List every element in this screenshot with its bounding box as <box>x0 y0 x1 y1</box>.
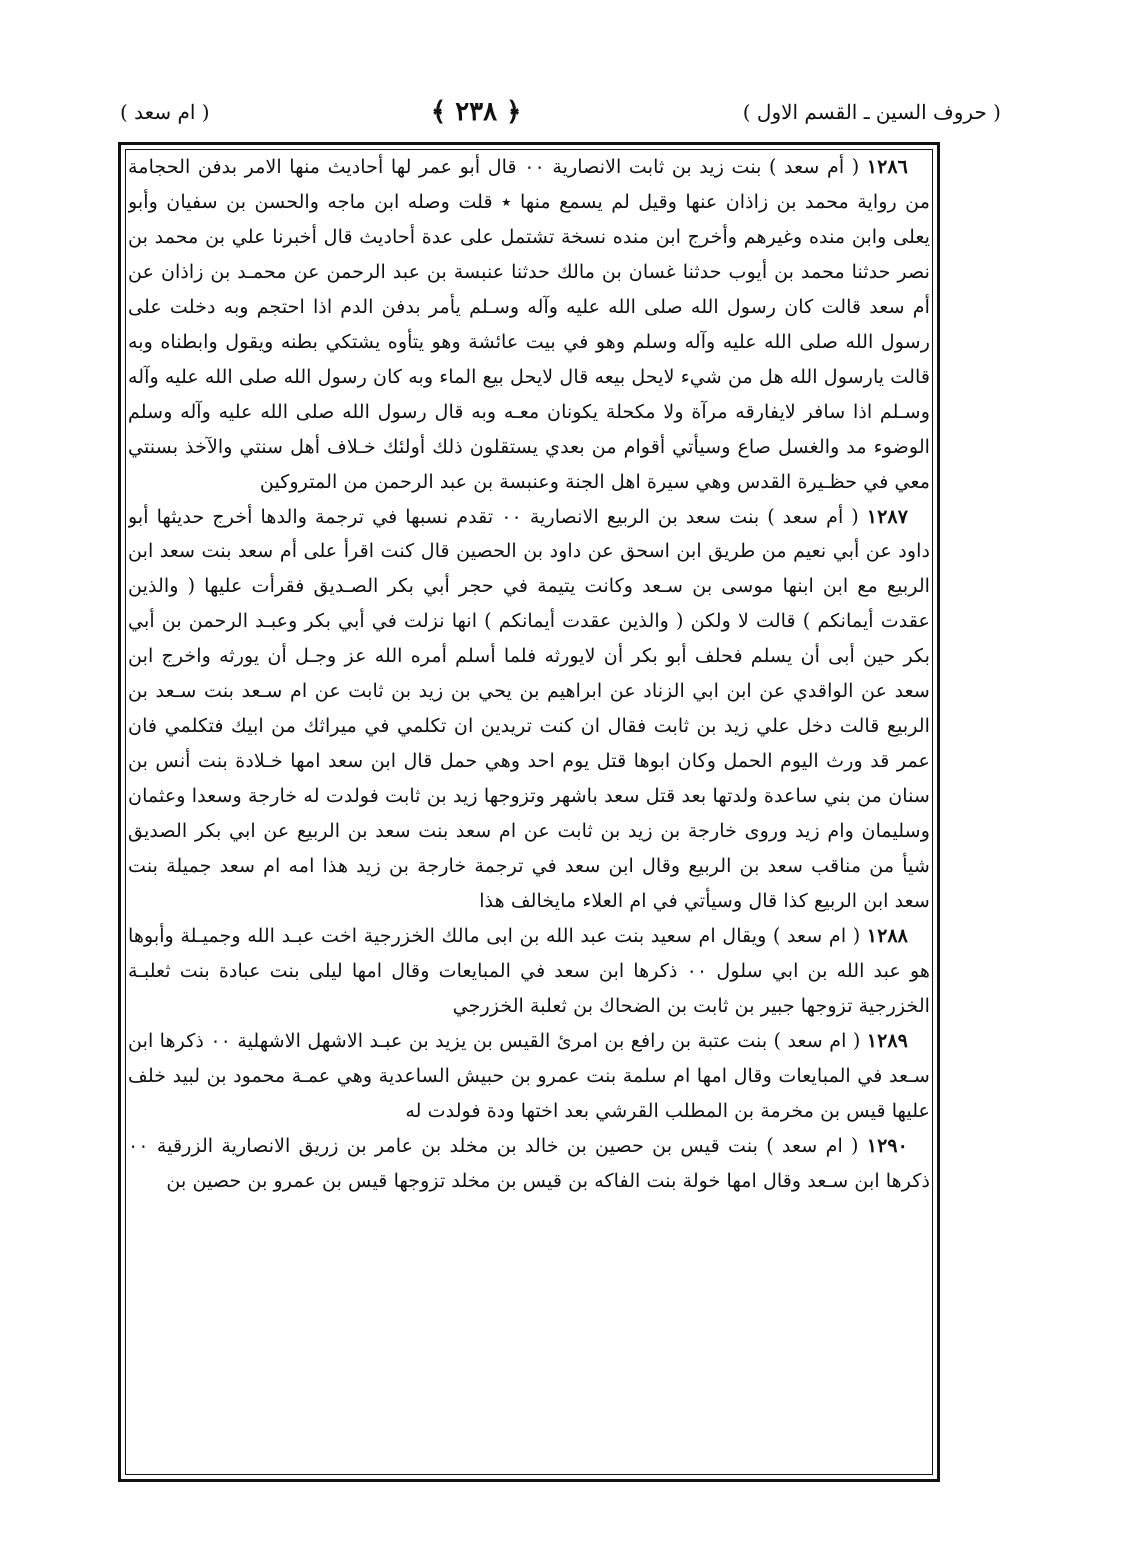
entry-number: ١٢٨٨ <box>866 923 908 947</box>
entry-text: ( ام سعد ) بنت عتبة بن رافع بن امرئ القيس بن يزيد بن عبـد الاشهل الاشهلية ٠٠ ذكرها ابن سـعد في المبايعات وقال امها ام سلمة بنت عمرو بن حبيش الساعدية وهي عمـة محمود بن لبيد خلف عليها قيس بن مخرمة بن المطلب القرشي بعد اختها ودة فولدت له <box>128 1028 930 1122</box>
entry-1287 <box>128 500 930 919</box>
page-number: ﴿ ٢٣٨ ﴾ <box>430 97 522 127</box>
entry-1288 <box>128 919 930 1024</box>
running-header-entry: ( ام سعد ) <box>120 100 210 124</box>
entry-text: ( أم سعد ) بنت سعد بن الربيع الانصارية ٠٠ تقدم نسبها في ترجمة والدها أخرج حديثها أبو داود عن أبي نعيم من طريق ابن اسحق عن داود بن الحصين قال كنت اقرأ على أم سعد بنت سعد ابن الربيع مع ابن ابنها موسى بن سـعد وكانت يتيمة في حجر أبي بكر الصـديق فقرأت عليها ( والذين عقدت أيمانكم ) قالت لا ولكن ( والذين عقدت أيمانكم ) انها نزلت في أبي بكر وعبـد الرحمن بن أبي بكر حين أبى أن يسلم فحلف أبو بكر أن لايورثه فلما أسلم أمره الله عز وجـل أن يورثه واخرج ابن سعد عن الواقدي عن ابن ابي الزناد عن ابراهيم بن يحي بن زيد بن ثابت عن ام سـعد بنت سـعد بن الربيع قالت دخل علي زيد بن ثابت فقال ان كنت تريدين ان تكلمي في ميراثك من ابيك فتكلمي فان عمر قد ورث اليوم الحمل وكان ابوها قتل يوم احد وهي حمل قال ابن سعد امها خـلادة بنت أنس بن سنان من بني ساعدة ولدتها بعد قتل سعد باشهر وتزوجها زيد بن ثابت فولدت له خارجة وسعدا وعثمان وسليمان وام زيد وروى خارجة بن زيد بن ثابت عن ام سعد بنت سعد بن الربيع عن ابي بكر الصديق شيأ من مناقب سعد بن الربيع وقال ابن سعد في ترجمة خارجة بن زيد هذا امه ام سعد جميلة بنت سعد ابن الربيع كذا قال وسيأتي في ام العلاء مايخالف هذا <box>128 504 930 913</box>
entry-text: ( ام سعد ) بنت قيس بن حصين بن خالد بن مخلد بن عامر بن زريق الانصارية الزرقية ٠٠ ذكرها ابن سـعد وقال امها خولة بنت الفاكه بن قيس بن مخلد تزوجها قيس بن عمرو بن حصين بن <box>128 1133 930 1192</box>
entry-1286 <box>128 150 930 500</box>
entry-number: ١٢٨٩ <box>866 1028 908 1052</box>
entry-1290 <box>128 1129 930 1199</box>
entry-number: ١٢٨٦ <box>866 155 908 178</box>
entry-text: ( ام سعد ) ويقال ام سعيد بنت عبد الله بن ابى مالك الخزرجية اخت عبـد الله وجميـلة وأبوها هو عبد الله بن ابي سلول ٠٠ ذكرها ابن سعد في المبايعات وقال امها ليلى بنت عبادة بنت ثعلبـة الخزرجية تزوجها جبير بن ثابت بن الضحاك بن ثعلبة الخزرجي <box>128 923 930 1017</box>
entry-1289 <box>128 1024 930 1129</box>
running-header-section: ( حروف السين ـ القسم الاول ) <box>742 100 1001 124</box>
entry-number: ١٢٨٧ <box>866 504 909 528</box>
page-body <box>128 150 930 1470</box>
page-header <box>120 92 1001 132</box>
entry-number: ١٢٩٠ <box>866 1133 908 1157</box>
entry-text: ( أم سعد ) بنت زيد بن ثابت الانصارية ٠٠ قال أبو عمر لها أحاديث منها الامر بدفن الحجامة من رواية محمد بن زاذان عنها وقيل لم يسمع منها ٭ قلت وصله ابن ماجه والحسن بن سفيان وأبو يعلى وابن منده وغيرهم وأخرج ابن منده نسخة تشتمل على عدة أحاديث قال أخبرنا علي بن محمد بن نصر حدثنا محمد بن أيوب حدثنا غسان بن مالك حدثنا عنبسة بن عبد الرحمن عن محمـد بن زاذان عن أم سعد قالت كان رسول الله صلى الله عليه وآله وسـلم يأمر بدفن الدم اذا احتجم وبه دخلت على رسول الله صلى الله عليه وآله وسلم وهو في بيت عائشة وهو يتأوه يشتكي بطنه ويقول وابطناه وبه قالت يارسول الله هل من شيء لايحل بيعه قال لايحل بيع الماء وبه كان رسول الله صلى الله عليه وآله وسـلم اذا سافر لايفارقه مرآة ولا مكحلة يكونان معـه وبه قال رسول الله صلى الله عليه وآله وسلم الوضوء مد والغسل صاع وسيأتي أقوام من بعدي يستقلون ذلك أولئك خـلاف أهل سنتي والآخذ بسنتي معي في حظـيرة القدس وهي سيرة اهل الجنة وعنبسة بن عبد الرحمن من المتروكين <box>128 155 930 493</box>
